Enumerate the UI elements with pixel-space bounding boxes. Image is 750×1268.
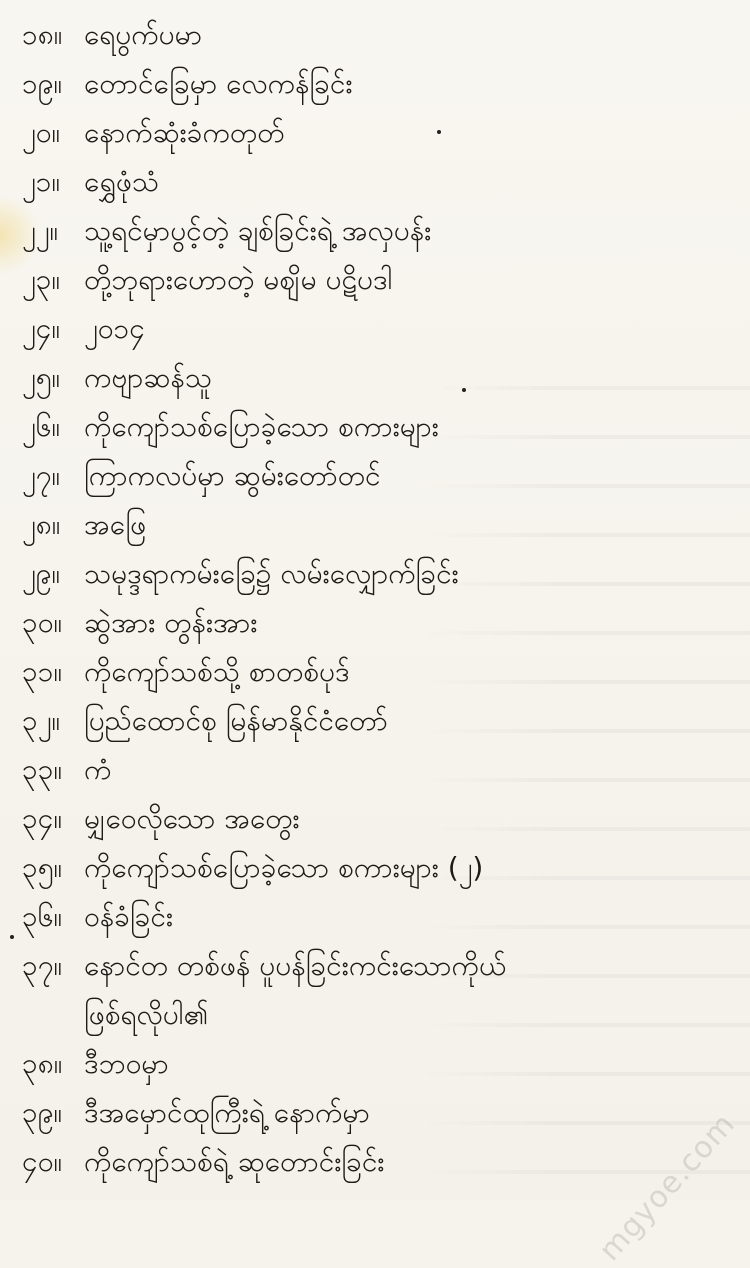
toc-entry: [22, 108, 722, 157]
toc-entry-title: ဒီဘဝမှာ: [84, 1047, 169, 1080]
toc-entry-title-wrap: [84, 647, 350, 696]
toc-entry: [22, 1088, 722, 1137]
toc-entry: [22, 745, 722, 794]
toc-entry-title-wrap: [84, 598, 257, 647]
toc-entry-number: ၂၀။: [22, 116, 60, 149]
toc-entry: [22, 353, 722, 402]
toc-entry-number: ၃၆။: [22, 900, 62, 933]
toc-entry: [22, 500, 722, 549]
toc-entry-title-wrap: [84, 108, 284, 157]
toc-entry-title-wrap: [84, 206, 431, 255]
toc-entry-number: ၂၅။: [22, 361, 60, 394]
toc-entry: [22, 696, 722, 745]
toc-entry: [22, 157, 722, 206]
toc-entry-title: သမုဒ္ဒရာကမ်းခြေ၌ လမ်းလျှောက်ခြင်း: [84, 557, 459, 590]
toc-entry-title-wrap: [84, 10, 202, 59]
toc-entry: [22, 647, 722, 696]
toc-entry-title: ဒီအမှောင်ထုကြီးရဲ့ နောက်မှာ: [84, 1096, 370, 1129]
toc-entry-number: ၃၅။: [22, 851, 62, 884]
toc-entry-number: ၂၆။: [22, 410, 60, 443]
toc-entry: [22, 598, 722, 647]
toc-entry-number: ၂၈။: [22, 508, 61, 541]
toc-entry-title-wrap: [84, 500, 146, 549]
toc-entry-title: ကိုကျော်သစ်ပြောခဲ့သော စကားများ (၂): [84, 851, 484, 884]
toc-entry-title-wrap: [84, 402, 439, 451]
toc-entry-title-wrap: [84, 843, 483, 892]
toc-entry-title-continuation: ဖြစ်ရလိုပါ၏: [84, 998, 209, 1031]
toc-entry-number: ၃၀။: [22, 606, 62, 639]
toc-entry: [22, 206, 722, 255]
toc-entry-number: ၃၃။: [22, 753, 62, 786]
toc-entry-title-wrap: [84, 745, 111, 794]
toc-entry-number: ၂၇။: [22, 459, 60, 492]
toc-entry-title: တို့ဘုရားဟောတဲ့ မဈိမ ပဋိပဒါ: [84, 263, 393, 296]
toc-entry-title-wrap: [84, 157, 159, 206]
toc-entry: [22, 255, 722, 304]
toc-entry-title: အဖြေ: [84, 508, 147, 541]
toc-entry-number: ၁၉။: [22, 67, 62, 100]
toc-entry-number: ၂၉။: [22, 557, 60, 590]
toc-entry-title-wrap: [84, 353, 212, 402]
toc-entry-title: ၂၀၁၄: [84, 312, 146, 345]
toc-entry-title-wrap: [84, 1137, 385, 1186]
toc-entry: [22, 941, 722, 1039]
toc-entry-number: ၃၂။: [22, 704, 60, 737]
toc-entry-number: ၂၃။: [22, 263, 60, 296]
toc-entry-title: ဝန်ခံခြင်း: [84, 900, 174, 933]
toc-entry-title: ကဗျာဆန်သူ: [84, 361, 212, 394]
toc-entry: [22, 549, 722, 598]
toc-entry-number: ၂၄။: [22, 312, 60, 345]
toc-entry: [22, 843, 722, 892]
toc-entry-title: ကိုကျော်သစ်သို့ စာတစ်ပုဒ်: [84, 655, 350, 688]
toc-entry-title: ဆွဲအား တွန်းအား: [84, 606, 258, 639]
toc-entry-title: ပြည်ထောင်စု မြန်မာနိုင်ငံတော်: [84, 704, 388, 737]
toc-entry: [22, 402, 722, 451]
toc-entry-title: ကိုကျော်သစ်ပြောခဲ့သော စကားများ: [84, 410, 439, 443]
toc-entry: [22, 892, 722, 941]
toc-entry-number: ၃၄။: [22, 802, 62, 835]
toc-entry-title-wrap: [84, 892, 173, 941]
toc-entry-number: ၄၀။: [22, 1145, 62, 1178]
toc-entry-title: နောင်တ တစ်ဖန် ပူပန်ခြင်းကင်းသောကိုယ်: [84, 949, 507, 982]
toc-entry-title-wrap: [84, 255, 392, 304]
toc-entry: [22, 59, 722, 108]
toc-entry-number: ၁၈။: [22, 18, 63, 51]
toc-entry-title: ရွှေဖုံသံ: [84, 165, 159, 198]
toc-entry-title: ကိုကျော်သစ်ရဲ့ ဆုတောင်းခြင်း: [84, 1145, 385, 1178]
toc-entry-title: ကြာကလပ်မှာ ဆွမ်းတော်တင်: [84, 459, 381, 492]
toc-entry-title: နောက်ဆုံးခံကတုတ်: [84, 116, 285, 149]
toc-entry-title: မျှဝေလိုသော အတွေး: [84, 802, 300, 835]
toc-entry-title: တောင်ခြေမှာ လေကန်ခြင်း: [84, 67, 353, 100]
toc-entry: [22, 1137, 722, 1186]
toc-entry-title-wrap: [84, 451, 381, 500]
toc-entry: [22, 794, 722, 843]
toc-entry: [22, 10, 722, 59]
toc-entry-number: ၃၈။: [22, 1047, 63, 1080]
toc-entry-title-wrap: [84, 696, 388, 745]
toc-entry-title-wrap: [84, 1039, 169, 1088]
toc-entry-title-wrap: [84, 794, 300, 843]
toc-entry-title-wrap: [84, 1088, 370, 1137]
toc-entry-number: ၃၁။: [22, 655, 62, 688]
toc-entry-title-wrap: [84, 304, 145, 353]
toc-entry-number: ၂၂။: [22, 214, 58, 247]
toc-entry-number: ၃၉။: [22, 1096, 62, 1129]
toc-entry-number: ၂၁။: [22, 165, 60, 198]
toc-entry-title: သူ့ရင်မှာပွင့်တဲ့ ချစ်ခြင်းရဲ့ အလှပန်း: [84, 214, 432, 247]
watermark: mgyoe.com: [591, 1106, 742, 1268]
toc-entry: [22, 451, 722, 500]
table-of-contents: [22, 10, 722, 1186]
toc-entry-title: ကံ: [84, 753, 112, 786]
toc-entry: [22, 1039, 722, 1088]
toc-entry-number: ၃၇။: [22, 949, 62, 982]
ink-speck: [10, 935, 14, 939]
toc-entry: [22, 304, 722, 353]
toc-entry-title-wrap: [84, 941, 506, 1039]
toc-entry-title-wrap: [84, 59, 353, 108]
toc-entry-title-wrap: [84, 549, 459, 598]
toc-entry-title: ရေပွက်ပမာ: [84, 18, 203, 51]
